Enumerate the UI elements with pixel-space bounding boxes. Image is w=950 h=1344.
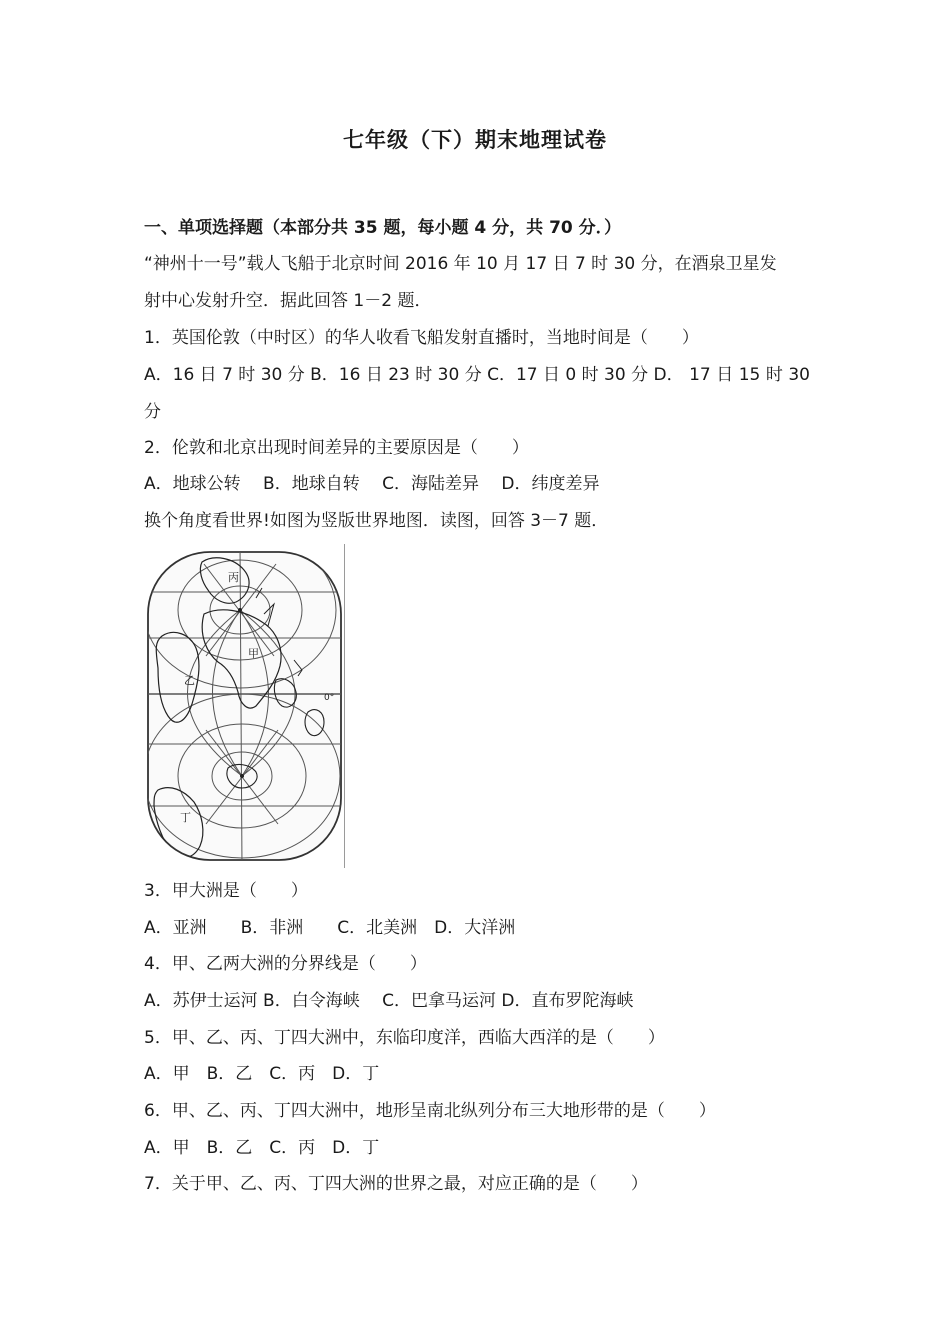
south-pole-marker — [240, 774, 244, 778]
intro-1-2-line-2: 射中心发射升空．据此回答 1－2 题． — [144, 291, 432, 311]
label-jia: 甲 — [248, 647, 259, 660]
question-1-options-wrap: 分 — [144, 402, 161, 422]
page-title: 七年级（下）期末地理试卷 — [343, 128, 607, 152]
label-ding: 丁 — [180, 811, 191, 824]
question-7-stem: 7．关于甲、乙、丙、丁四大洲的世界之最，对应正确的是（ ） — [144, 1174, 648, 1194]
map-side-rule — [344, 544, 345, 868]
question-1-option-d-part: 15 — [738, 365, 761, 385]
question-1-option-d-part: 17 — [689, 365, 711, 385]
label-bing: 丙 — [228, 571, 239, 584]
question-1-options-main: A．16 日 7 时 30 分 B．16 日 23 时 30 分 C．17 日 0 时 30 分 D． — [144, 365, 684, 385]
vertical-world-map — [144, 544, 349, 868]
question-6-stem: 6．甲、乙、丙、丁四大洲中，地形呈南北纵列分布三大地形带的是（ ） — [144, 1101, 716, 1121]
section-heading: 一、单项选择题（本部分共 35 题，每小题 4 分，共 70 分．） — [144, 218, 622, 238]
question-5-options: A．甲 B．乙 C．丙 D．丁 — [144, 1064, 380, 1084]
question-5-stem: 5．甲、乙、丙、丁四大洲中，东临印度洋，西临大西洋的是（ ） — [144, 1028, 665, 1048]
question-3-options: A．亚洲 B．非洲 C．北美洲 D．大洋洲 — [144, 918, 516, 938]
question-1-option-d-part: 时 — [765, 365, 783, 385]
question-1-option-d-part: 30 — [788, 365, 810, 385]
north-pole-marker — [238, 608, 242, 612]
label-equator: 0° — [324, 693, 335, 703]
intro-3-7: 换个角度看世界!如图为竖版世界地图．读图，回答 3－7 题． — [144, 511, 609, 531]
label-yi: 乙 — [184, 674, 195, 687]
question-4-stem: 4．甲、乙两大洲的分界线是（ ） — [144, 954, 427, 974]
question-3-stem: 3．甲大洲是（ ） — [144, 881, 308, 901]
question-1-stem: 1．英国伦敦（中时区）的华人收看飞船发射直播时，当地时间是（ ） — [144, 328, 699, 348]
question-2-options: A．地球公转 B．地球自转 C．海陆差异 D．纬度差异 — [144, 474, 600, 494]
question-6-options: A．甲 B．乙 C．丙 D．丁 — [144, 1138, 380, 1158]
intro-1-2-line-1: “神州十一号”载人飞船于北京时间 2016 年 10 月 17 日 7 时 30 分，在酒泉卫星发 — [144, 254, 777, 274]
question-2-stem: 2．伦敦和北京出现时间差异的主要原因是（ ） — [144, 438, 529, 458]
question-1-options — [144, 363, 810, 387]
world-map-figure — [144, 544, 349, 868]
question-1-option-d-part: 日 — [716, 365, 734, 385]
question-4-options: A．苏伊士运河 B．白令海峡 C．巴拿马运河 D．直布罗陀海峡 — [144, 991, 634, 1011]
